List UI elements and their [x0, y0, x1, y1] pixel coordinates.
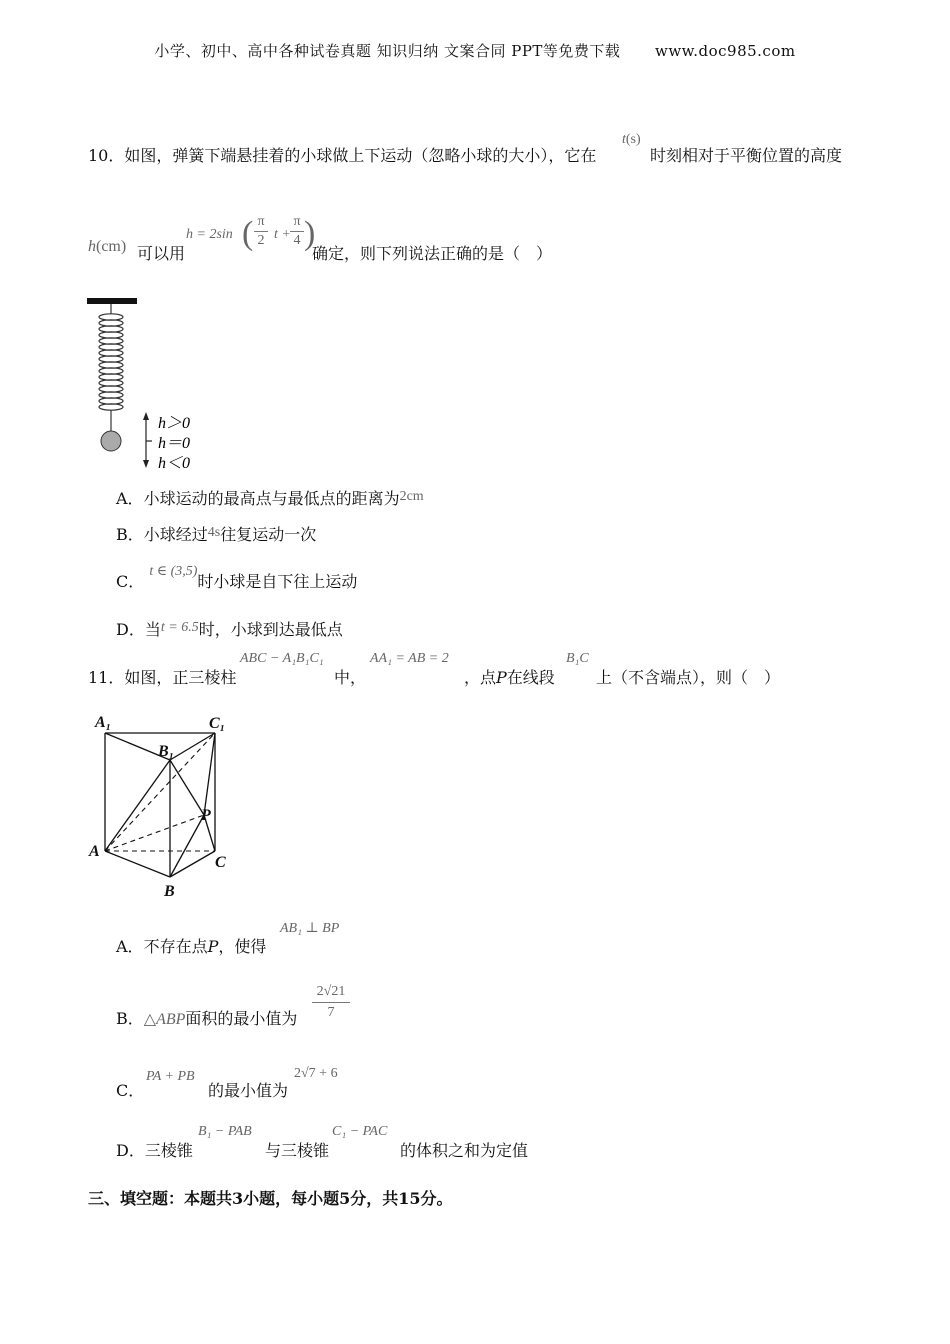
option-math: 2cm — [399, 489, 424, 504]
q11-math2: AA₁ = AB = 2 — [370, 651, 449, 666]
q11-option-c[interactable] — [116, 1078, 144, 1101]
spring-figure — [82, 292, 212, 472]
frac-den: 7 — [327, 1005, 335, 1020]
option-label: D． — [116, 1141, 145, 1160]
label-B: B — [164, 883, 175, 900]
option-label: C． — [116, 572, 145, 591]
option-math: 4s — [207, 525, 221, 540]
q10-text-a: 如图，弹簧下端悬挂着的小球做上下运动（忽略小球的大小），它在 — [124, 146, 597, 165]
option-math: △ABP — [143, 1011, 186, 1028]
frac-num: 2√21 — [312, 982, 350, 1003]
q11-option-b[interactable] — [116, 1006, 297, 1029]
q11-optD-math1: B₁ − PAB — [198, 1124, 252, 1139]
q11-optD-text-c: 的体积之和为定值 — [400, 1141, 529, 1160]
q11-optB-fraction — [312, 982, 350, 1023]
option-label: A． — [116, 489, 144, 508]
label-C1: C₁ — [209, 715, 226, 732]
spring-coil — [99, 314, 123, 410]
q10-number: 10． — [88, 146, 125, 165]
q11-optA-math: AB₁ ⊥ BP — [280, 921, 340, 936]
option-label: D． — [116, 620, 145, 639]
option-label: C． — [116, 1081, 145, 1100]
section-three-heading: 三、填空题：本题共3小题，每小题5分，共15分。 — [88, 1189, 453, 1208]
q11-text-cd — [464, 665, 555, 688]
q11-math3: B₁C — [566, 651, 589, 666]
label-C: C — [215, 854, 226, 871]
q11-optC-text: 的最小值为 — [208, 1081, 289, 1100]
h-var: h — [88, 238, 96, 255]
label-B1: B₁ — [158, 743, 175, 760]
label-P: P — [201, 807, 211, 824]
q10-option-d[interactable] — [116, 617, 343, 640]
option-text: 面积的最小值为 — [185, 1009, 298, 1028]
q10-h-math — [88, 236, 126, 256]
q11-optC-math2: 2√7 + 6 — [294, 1066, 338, 1081]
q10-line1 — [88, 143, 596, 166]
q10-text-b: 时刻相对于平衡位置的高度 — [650, 146, 843, 165]
frac1-num: π — [254, 213, 268, 232]
q11-optC-math: PA + PB — [146, 1069, 195, 1084]
page-header — [0, 40, 950, 61]
q11-math1: ABC − A₁B₁C₁ — [240, 651, 324, 666]
formula-t: t + — [274, 227, 291, 242]
header-text: 小学、初中、高中各种试卷真题 知识归纳 文案合同 PPT等免费下载 — [154, 42, 621, 60]
frac2 — [290, 213, 304, 250]
q11-option-d[interactable] — [116, 1138, 193, 1161]
option-text: 往复运动一次 — [220, 525, 317, 544]
label-h-neg: h＜0 — [158, 455, 191, 472]
q11-text: 如图，正三棱柱 — [124, 668, 237, 687]
label-h-zero: h＝0 — [158, 435, 191, 452]
ceiling-bar — [87, 298, 137, 304]
option-math: t = 6.5 — [160, 620, 199, 635]
q11-text: ，点 — [464, 668, 497, 687]
label-h-pos: h＞0 — [158, 415, 191, 432]
prism-figure — [84, 708, 244, 900]
option-math: t ∈ (3,5) — [149, 564, 198, 579]
t-var: t — [622, 132, 626, 147]
q10-text-d: 确定，则下列说法正确的是（ ） — [312, 244, 553, 263]
option-point: P — [207, 937, 219, 956]
q11-number: 11． — [88, 668, 125, 687]
formula-lparen: ( — [242, 215, 254, 252]
option-text: ，使得 — [218, 937, 267, 956]
q10-option-b[interactable] — [116, 522, 316, 545]
t-unit: (s) — [625, 132, 641, 147]
frac2-den: 4 — [293, 233, 301, 248]
formula-lhs: h = 2sin — [186, 227, 233, 242]
q10-option-c[interactable] — [116, 564, 358, 592]
q10-t-math — [622, 128, 641, 148]
q10-option-a[interactable] — [116, 486, 424, 509]
q11-optD-text-b: 与三棱锥 — [265, 1141, 330, 1160]
frac2-num: π — [290, 213, 304, 232]
option-text: 三棱锥 — [144, 1141, 193, 1160]
option-text: 时小球是自下往上运动 — [197, 572, 358, 591]
q11-line — [88, 665, 236, 688]
q11-text-e: 上（不含端点），则（ ） — [596, 668, 781, 687]
label-A: A — [89, 843, 100, 860]
formula-rparen: ) — [304, 215, 316, 252]
q10-text-c: 可以用 — [137, 244, 186, 263]
option-text: 不存在点 — [143, 937, 208, 956]
h-unit: (cm) — [96, 238, 127, 255]
option-text: 小球经过 — [143, 525, 208, 544]
q11-text-b: 中， — [334, 668, 367, 687]
q11-optD-math2: C₁ − PAC — [332, 1124, 388, 1139]
label-A1: A₁ — [95, 714, 112, 731]
option-label: A． — [116, 937, 144, 956]
q11-point: P — [496, 668, 507, 687]
option-text: 时，小球到达最低点 — [198, 620, 343, 639]
option-label: B． — [116, 1009, 144, 1028]
header-url[interactable]: www.doc985.com — [654, 42, 796, 60]
frac1-den: 2 — [257, 233, 265, 248]
option-label: B． — [116, 525, 144, 544]
q11-option-a[interactable] — [116, 934, 266, 957]
frac1 — [254, 213, 268, 250]
ball — [101, 431, 121, 451]
q11-text: 在线段 — [506, 668, 555, 687]
option-text: 小球运动的最高点与最低点的距离为 — [143, 489, 400, 508]
option-text: 当 — [144, 620, 161, 639]
